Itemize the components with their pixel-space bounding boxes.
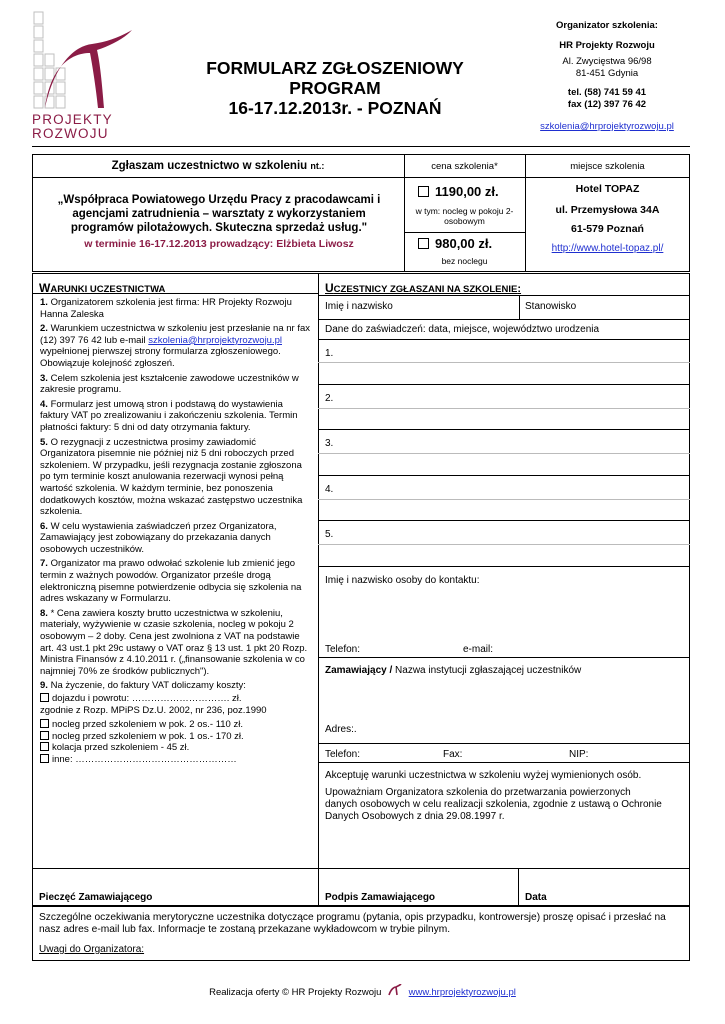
contact-tel-label: Telefon: <box>325 644 361 655</box>
condition-number: 4. <box>40 398 48 410</box>
signature-label: Podpis Zamawiającego <box>325 892 436 903</box>
venue-city: 61-579 Poznań <box>571 223 644 235</box>
condition-number: 3. <box>40 372 48 384</box>
price-header: cena szkolenia* <box>431 161 498 172</box>
condition-3 <box>40 373 312 396</box>
participant-row-2-label: 2. <box>325 393 334 404</box>
divider <box>318 384 690 385</box>
extra-night-2os-option[interactable] <box>40 719 312 731</box>
apply-label-suffix: nt.: <box>310 161 325 171</box>
dinner-checkbox[interactable] <box>40 742 49 751</box>
footer-text: Realizacja oferty © HR Projekty Rozwoju <box>209 987 382 998</box>
organizer-name: HR Projekty Rozwoju <box>559 40 655 51</box>
conditions-heading-text: ARUNKI UCZESTNICTWA <box>50 284 166 295</box>
divider <box>32 177 690 178</box>
orderer-address-label: Adres:. <box>325 724 357 735</box>
night-2os-checkbox[interactable] <box>40 719 49 728</box>
extra-travel-note: zgodnie z Rozp. MPiPS Dz.U. 2002, nr 236, poz.1990 <box>40 704 267 716</box>
contact-person-label: Imię i nazwisko osoby do kontaktu: <box>325 575 480 586</box>
price1-option[interactable] <box>418 184 499 199</box>
condition-6 <box>40 521 312 556</box>
condition-number: 2. <box>40 323 48 335</box>
travel-checkbox[interactable] <box>40 693 49 702</box>
condition-text: Celem szkolenia jest kształcenie zawodowe uczestników w zakresie programu. <box>40 372 299 396</box>
price1-checkbox[interactable] <box>418 186 429 197</box>
price1-value: 1190,00 zł. <box>435 184 499 199</box>
participant-row-2-guide <box>318 408 690 409</box>
other-checkbox[interactable] <box>40 754 49 763</box>
contact-email-label: e-mail: <box>463 644 494 655</box>
condition-text: * Cena zawiera koszty brutto uczestnictwa w szkoleniu, materiały, wyżywienie w czasie szkolenia, nocleg w pokoju 2 osobowym – 2 doby. Cena jest zwolniona z VAT na podstawie art. 43 ust.1 pkt 29c ustawy o VAT oraz § 13 ust. 1 pkt 20 Rozp. Ministra Finansów z 4.10.2011 r. („finansowanie szkolenia w co najmniej 70% ze środków publicznych"). <box>40 607 308 677</box>
extra-other-label: inne: …………………………………………… <box>52 753 237 765</box>
footer-logo-icon <box>388 984 402 996</box>
participant-row-1-guide <box>318 362 690 363</box>
divider <box>318 657 690 658</box>
condition-7 <box>40 558 312 604</box>
participant-row-5-label: 5. <box>325 529 334 540</box>
remarks-notes-label: Uwagi do Organizatora: <box>39 944 145 955</box>
condition-5 <box>40 437 312 518</box>
place-header: miejsce szkolenia <box>570 161 645 172</box>
remarks-text: Szczególne oczekiwania merytoryczne uczestnika dotyczące programu (pytania, opis przypadku, kontrowersje) proszę opisać i przesłać na nasz adres e-mail lub fax. Informacje te zostaną przekazane wykładowcom w trybie pilnym. <box>39 912 666 935</box>
logo-mark-icon <box>30 8 140 118</box>
condition-number: 7. <box>40 558 48 570</box>
stamp-label: Pieczęć Zamawiającego <box>39 892 153 903</box>
condition-2 <box>40 323 312 369</box>
consent-acceptance: Akceptuję warunki uczestnictwa w szkoleniu wyżej wymienionych osób. <box>325 770 642 781</box>
participant-row-5-guide <box>318 544 690 545</box>
divider <box>519 295 520 319</box>
condition-text: wypełnionej pierwszej strony formularza zgłoszeniowego. Obowiązuje kolejność zgłoszeń. <box>40 346 281 369</box>
condition-number: 5. <box>40 436 48 448</box>
orderer-fax-label: Fax: <box>443 749 463 760</box>
extra-dinner-option[interactable] <box>40 742 312 754</box>
condition-number: 8. <box>40 607 48 619</box>
participant-row-1-label: 1. <box>325 348 334 359</box>
condition-text: W celu wystawienia zaświadczeń przez Organizatora, Zamawiający jest zobowiązany do przekazania danych osobowych uczestników. <box>40 520 277 555</box>
extra-night-1os-label: nocleg przed szkoleniem w pok. 1 os.- 170 zł. <box>52 730 244 742</box>
divider <box>318 295 690 296</box>
footer <box>0 984 725 998</box>
price2-value: 980,00 zł. <box>435 236 493 251</box>
training-title: „Współpraca Powiatowego Urzędu Pracy z pracodawcami i agencjami zatrudnienia – warsztaty z wykorzystaniem programów pilotażowych. Skuteczna sprzedaż usług." <box>57 194 381 234</box>
condition-number: 9. <box>40 680 48 692</box>
participants-position-col: Stanowisko <box>525 301 577 312</box>
condition-text: O rezygnacji z uczestnictwa prosimy zawiadomić Organizatora pisemnie nie później niż 5 dni roboczych przed szkoleniem. W przypadku, jeśli rezygnacja zostanie zgłoszona po tym terminie koszt anulowania rezerwacji wynosi pełną wartość szkolenia. W każdym terminie, bez ponoszenia dodatkowych kosztów, można wskazać zastępstwo uczestnika szkolenia. <box>40 436 303 518</box>
extra-travel-label: dojazdu i powrotu: …………………………. zł. <box>52 693 242 704</box>
venue-name: Hotel TOPAZ <box>575 183 640 195</box>
condition-number: 1. <box>40 297 48 308</box>
title-line1: FORMULARZ ZGŁOSZENIOWY <box>206 58 464 78</box>
apply-label-text: Zgłaszam uczestnictwo w szkoleniu <box>111 160 308 172</box>
company-logo <box>30 8 150 141</box>
divider <box>32 868 690 869</box>
training-term: w terminie 16-17.12.2013 prowadzący: Elżbieta Liwosz <box>84 238 354 250</box>
condition-4 <box>40 399 312 434</box>
condition-1 <box>40 297 312 320</box>
participant-row-3-guide <box>318 453 690 454</box>
condition-9 <box>40 680 312 692</box>
divider <box>318 339 690 340</box>
orderer-label-bold: Zamawiający / <box>325 665 393 676</box>
participants-cert-label: Dane do zaświadczeń: data, miejsce, województwo urodzenia <box>325 324 600 335</box>
condition-text: Warunkiem uczestnictwa w szkoleniu jest przesłanie na nr fax (12) 397 76 42 lub e-mail <box>40 323 311 346</box>
title-line2: PROGRAM <box>289 78 381 98</box>
logo-line1: PROJEKTY <box>32 112 113 127</box>
organizer-address1: Al. Zwycięstwa 96/98 <box>562 56 652 67</box>
organizer-email-link[interactable]: szkolenia@hrprojektyrozwoju.pl <box>540 121 674 132</box>
participants-heading-colon: : <box>517 283 522 295</box>
condition-8 <box>40 608 312 678</box>
header-divider <box>32 146 690 147</box>
extra-dinner-label: kolacja przed szkoleniem - 45 zł. <box>52 742 190 754</box>
consent-data-processing: Upoważniam Organizatora szkolenia do przetwarzania powierzonych danych osobowych w celu realizacji szkolenia, zgodnie z ustawą o Ochronie Danych Osobowych z dnia 29.08.1997 r. <box>325 787 662 822</box>
logo-line2: ROZWOJU <box>32 126 109 141</box>
conditions-list <box>40 297 312 766</box>
divider <box>318 566 690 567</box>
orderer-tel-label: Telefon: <box>325 749 361 760</box>
divider <box>404 232 525 233</box>
condition-email-link[interactable]: szkolenia@hrprojektyrozwoju.pl <box>148 334 282 346</box>
venue-url-link[interactable]: http://www.hotel-topaz.pl/ <box>551 243 664 254</box>
orderer-nip-label: NIP: <box>569 749 589 760</box>
extra-travel-option[interactable] <box>40 693 312 705</box>
price2-option[interactable] <box>418 236 492 251</box>
condition-number: 6. <box>40 520 48 532</box>
divider <box>318 475 690 476</box>
organizer-tel: tel. (58) 741 59 41 <box>567 87 647 98</box>
divider <box>32 293 318 294</box>
price2-note: bez noclegu <box>441 256 488 266</box>
date-label: Data <box>525 892 547 903</box>
conditions-heading-initial: W <box>39 281 51 295</box>
page-title <box>165 58 505 118</box>
participants-name-col: Imię i nazwisko <box>325 301 393 312</box>
participant-row-4-label: 4. <box>325 484 334 495</box>
night-1os-checkbox[interactable] <box>40 731 49 740</box>
apply-label <box>32 160 404 172</box>
participants-heading-initial: U <box>325 281 334 295</box>
price2-checkbox[interactable] <box>418 238 429 249</box>
column-divider <box>318 273 319 906</box>
condition-text: Formularz jest umową stron i podstawą do wystawienia faktury VAT po zrealizowaniu i zakończeniu szkolenia. Termin płatności faktury: 5 dni od daty otrzymania faktury. <box>40 398 298 433</box>
condition-text: Organizator ma prawo odwołać szkolenie lub zmienić jego termin z ważnych powodów. Organizator prześle drogą elektroniczną pisemne potwierdzenie odbycia się szkolenia na adres wskazany w Formularzu. <box>40 558 302 605</box>
divider <box>318 319 690 320</box>
footer-url-link[interactable]: www.hrprojektyrozwoju.pl <box>408 987 516 998</box>
extra-night-2os-label: nocleg przed szkoleniem w pok. 2 os.- 110 zł. <box>52 719 243 731</box>
divider <box>518 868 519 906</box>
organizer-heading: Organizator szkolenia: <box>556 20 658 31</box>
title-line3: 16-17.12.2013r. - POZNAŃ <box>228 98 442 118</box>
extra-night-1os-option[interactable] <box>40 731 312 743</box>
divider <box>318 762 690 763</box>
participants-heading-text: CZESTNICY ZGŁASZANI NA SZKOLENIE <box>333 284 518 295</box>
divider <box>318 429 690 430</box>
participant-row-4-guide <box>318 499 690 500</box>
participant-row-3-label: 3. <box>325 438 334 449</box>
orderer-label-text: Nazwa instytucji zgłaszającej uczestników <box>395 665 582 676</box>
organizer-fax: fax (12) 397 76 42 <box>567 99 647 110</box>
extra-other-option[interactable] <box>40 754 312 766</box>
divider <box>318 743 690 744</box>
condition-text: Organizatorem szkolenia jest firma: HR Projekty Rozwoju Hanna Zaleska <box>40 297 292 320</box>
venue-street: ul. Przemysłowa 34A <box>555 204 660 216</box>
organizer-address2: 81-451 Gdynia <box>575 68 639 79</box>
divider <box>318 520 690 521</box>
orderer-label <box>325 665 581 677</box>
condition-text: Na życzenie, do faktury VAT doliczamy koszty: <box>50 680 246 692</box>
conditions-heading <box>39 279 165 297</box>
price1-note: w tym: nocleg w pokoju 2-osobowym <box>415 206 514 226</box>
